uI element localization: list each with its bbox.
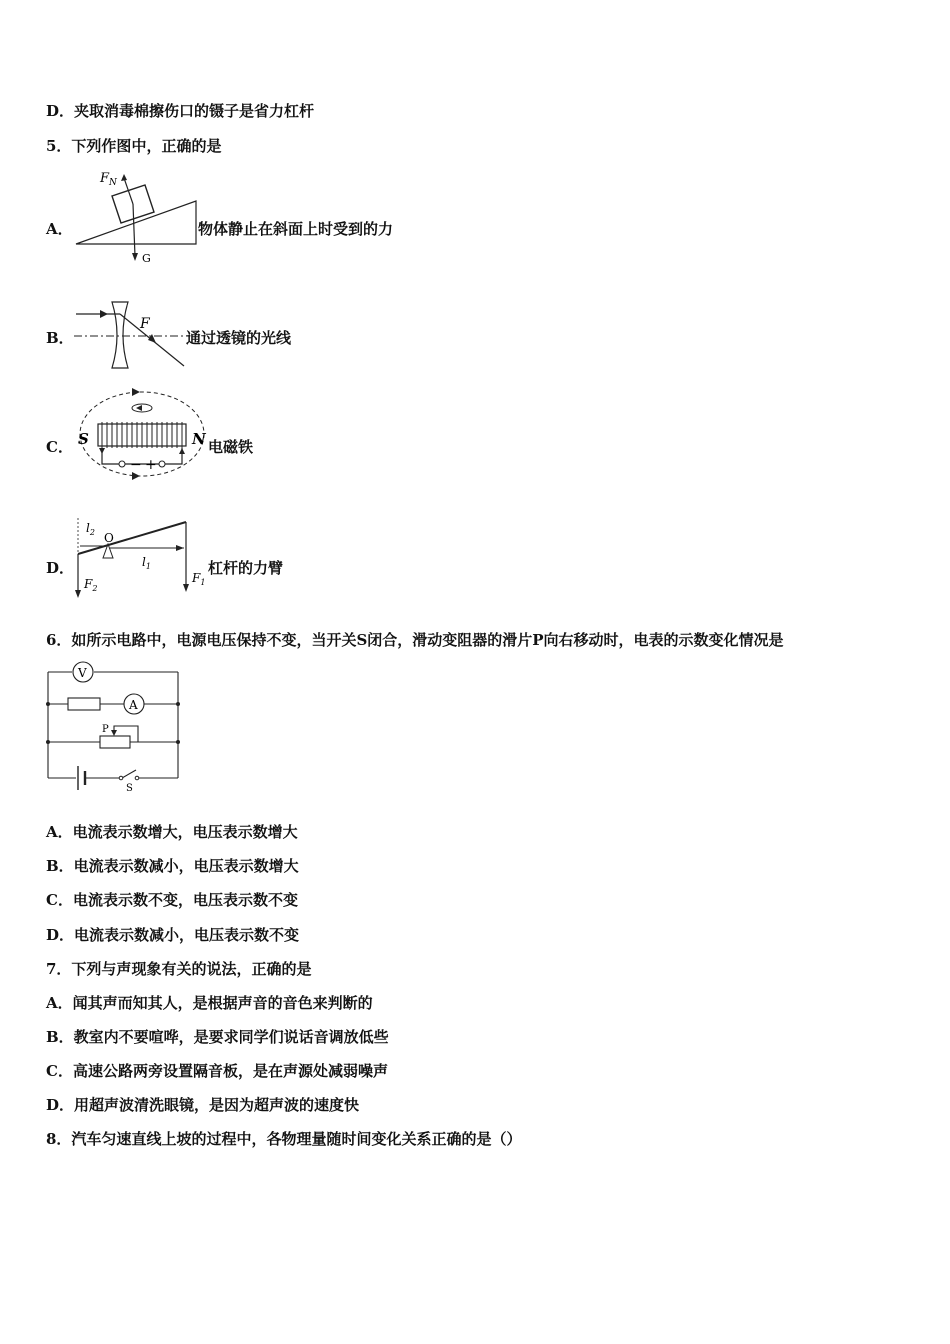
q6-option-d: D．电流表示数减小，电压表示数不变: [46, 926, 300, 944]
svg-text:V: V: [78, 666, 87, 680]
f2-label: $F_2$: [84, 577, 98, 593]
concave-lens: [112, 302, 128, 368]
o-label: O: [104, 531, 114, 545]
circuit-wire: [102, 448, 182, 464]
switch-label: S: [126, 783, 133, 794]
s-pole-label: S: [78, 430, 89, 448]
q4-option-d: D．夹取消毒棉擦伤口的镊子是省力杠杆: [46, 102, 315, 120]
slider-label: P: [102, 724, 109, 735]
f1-label: $F_1$: [192, 571, 206, 587]
q5-option-b-letter: B．: [46, 329, 74, 347]
gravity-arrow: [133, 204, 135, 256]
focus-label: F: [140, 316, 150, 332]
g-label: G: [142, 252, 151, 265]
svg-text:A: A: [129, 698, 138, 712]
electromagnet-diagram: [74, 386, 210, 482]
q5-stem: 5．下列作图中，正确的是: [46, 137, 222, 155]
q5-option-a-caption: 物体静止在斜面上时受到的力: [198, 220, 394, 238]
q6-option-c: C．电流表示数不变，电压表示数不变: [46, 891, 298, 909]
q5-option-d-letter: D．: [46, 559, 75, 577]
minus-label: −: [130, 457, 142, 473]
lever-arm-diagram: [70, 514, 210, 600]
q6-stem: 6．如所示电路中，电源电压保持不变，当开关S闭合，滑动变阻器的滑片P向右移动时，电表的示数变化情况是: [46, 631, 784, 649]
q5-option-c-letter: C．: [46, 438, 73, 456]
fn-label: $F_N$: [100, 171, 117, 188]
q7-option-b: B．教室内不要喧哗，是要求同学们说话音调放低些: [46, 1028, 389, 1046]
incline-force-diagram: [72, 166, 200, 266]
n-pole-label: N: [192, 430, 206, 448]
q6-option-a: A．电流表示数增大，电压表示数增大: [46, 823, 298, 841]
lever-bar: [78, 522, 186, 554]
q6-option-b: B．电流表示数减小，电压表示数增大: [46, 857, 299, 875]
l1-label: $l_1$: [142, 555, 151, 571]
q5-option-c-caption: 电磁铁: [208, 438, 254, 456]
q7-stem: 7．下列与声现象有关的说法，正确的是: [46, 960, 312, 978]
q7-option-c: C．高速公路两旁设置隔音板，是在声源处减弱噪声: [46, 1062, 388, 1080]
q5-option-b-caption: 通过透镜的光线: [186, 329, 292, 347]
q6-circuit-diagram: [42, 660, 186, 796]
l2-label: $l_2$: [86, 521, 95, 537]
rheostat: [100, 736, 130, 748]
q5-option-a-letter: A．: [46, 220, 73, 238]
incline: [76, 201, 196, 244]
q7-option-a: A．闻其声而知其人，是根据声音的音色来判断的: [46, 994, 373, 1012]
q5-option-d-caption: 杠杆的力臂: [208, 559, 284, 577]
plus-label: +: [145, 457, 157, 473]
q8-stem: 8．汽车匀速直线上坡的过程中，各物理量随时间变化关系正确的是（）: [46, 1130, 522, 1148]
q7-option-d: D．用超声波清洗眼镜，是因为超声波的速度快: [46, 1096, 360, 1114]
lens-ray-diagram: [72, 298, 192, 372]
fixed-resistor: [68, 698, 100, 710]
